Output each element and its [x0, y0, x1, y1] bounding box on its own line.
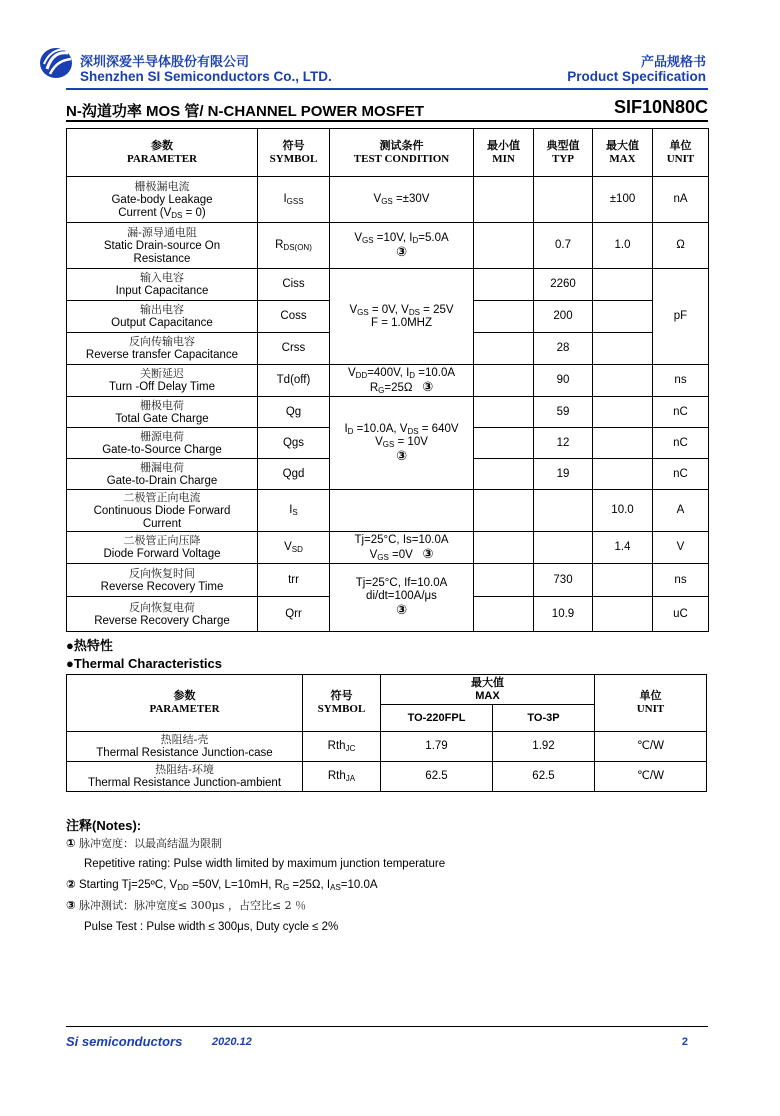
unit-cell: nC	[653, 428, 709, 459]
param-cell: 二极管正向压降 Diode Forward Voltage	[67, 532, 258, 564]
unit-cell: ℃/W	[595, 732, 707, 762]
typ-cell: 2260	[534, 269, 593, 301]
min-cell	[474, 177, 534, 223]
unit-cell: V	[653, 532, 709, 564]
typ-cell	[534, 177, 593, 223]
value-cell: 62.5	[381, 762, 493, 792]
condition-cell: $V_{GS} = 0V$, $V_{DS} = 25V$ F = 1.0MHZ	[330, 269, 474, 365]
max-cell	[593, 397, 653, 428]
notes-title: 注释(Notes):	[66, 818, 142, 833]
table-row	[67, 490, 709, 532]
spec-title-en: Product Specification	[567, 69, 706, 84]
note-1-en: Repetitive rating: Pulse width limited by maximum junction temperature	[84, 858, 446, 870]
note-3-mark: ③	[395, 243, 407, 259]
max-cell	[593, 597, 653, 632]
max-cell	[593, 428, 653, 459]
min-cell	[474, 269, 534, 301]
company-logo	[38, 44, 74, 80]
symbol-cell: Rth$_{JA}$	[303, 762, 381, 792]
table-row	[67, 177, 709, 223]
param-cell: 输入电容 Input Capacitance	[67, 269, 258, 301]
unit-cell: A	[653, 490, 709, 532]
header-parameter: 参数 PARAMETER	[67, 675, 303, 732]
footer-rule	[66, 1026, 708, 1027]
max-cell	[593, 333, 653, 365]
symbol-cell: $V_{SD}$	[258, 532, 330, 564]
table-row	[67, 223, 709, 269]
header-typ: 典型值 TYP	[534, 129, 593, 177]
header-test-condition: 测试条件 TEST CONDITION	[330, 129, 474, 177]
condition-cell: $V_{GS} =10V$, $I_D=5.0A$ ③	[330, 223, 474, 269]
footer-date: 2020.12	[212, 1036, 252, 1048]
max-cell: 1.4	[593, 532, 653, 564]
typ-cell: 59	[534, 397, 593, 428]
symbol-cell: Qrr	[258, 597, 330, 632]
symbol-cell: $I_S$	[258, 490, 330, 532]
header-parameter: 参数 PARAMETER	[67, 129, 258, 177]
typ-cell: 28	[534, 333, 593, 365]
condition-cell: $V_{DD}=400V$, $I_D =10.0A$ $R_G=25\Omega$ ③	[330, 365, 474, 397]
typ-cell: 19	[534, 459, 593, 490]
max-cell	[593, 459, 653, 490]
param-cell: 热阻结-壳 Thermal Resistance Junction-case	[67, 732, 303, 762]
condition-cell: Tj=25°C, Is=10.0A $V_{GS} =0V$ ③	[330, 532, 474, 564]
condition-cell: $V_{GS} =\pm 30V$	[330, 177, 474, 223]
min-cell	[474, 223, 534, 269]
typ-cell: 200	[534, 301, 593, 333]
part-number: SIF10N80C	[613, 97, 708, 117]
param-cell: 栅极电荷 Total Gate Charge	[67, 397, 258, 428]
typ-cell	[534, 490, 593, 532]
param-cell: 反向传输电容 Reverse transfer Capacitance	[67, 333, 258, 365]
unit-cell: uC	[653, 597, 709, 632]
min-cell	[474, 397, 534, 428]
thermal-table	[66, 674, 707, 792]
unit-cell: ns	[653, 365, 709, 397]
max-cell	[593, 564, 653, 597]
company-name-cn: 深圳深爱半导体股份有限公司	[80, 54, 250, 69]
param-cell: 栅极漏电流 Gate-body Leakage Current $(V_{DS} = 0)$	[67, 177, 258, 223]
param-cell: 漏-源导通电阻 Static Drain-source On Resistance	[67, 223, 258, 269]
param-cell: 热阻结-环境 Thermal Resistance Junction-ambient	[67, 762, 303, 792]
header-package-to3p: TO-3P	[493, 705, 595, 732]
table-row	[67, 762, 707, 792]
typ-cell: 730	[534, 564, 593, 597]
footer-company: Si semiconductors	[66, 1034, 183, 1049]
header-symbol: 符号 SYMBOL	[303, 675, 381, 732]
max-cell: ±100	[593, 177, 653, 223]
table-row	[67, 269, 709, 301]
param-cell: 栅漏电荷 Gate-to-Drain Charge	[67, 459, 258, 490]
note-3: ③ 脉冲测试：脉冲宽度≤ 300μs ，占空比≤ 2 ％	[66, 899, 307, 912]
note-3-mark: ③	[422, 545, 434, 561]
table-row	[67, 397, 709, 428]
symbol-cell: trr	[258, 564, 330, 597]
unit-cell: Ω	[653, 223, 709, 269]
company-name-en: Shenzhen SI Semiconductors Co., LTD.	[80, 69, 332, 84]
symbol-cell: Coss	[258, 301, 330, 333]
unit-cell: nC	[653, 397, 709, 428]
condition-cell	[330, 490, 474, 532]
note-3-en: Pulse Test : Pulse width ≤ 300μs, Duty cycle ≤ 2%	[84, 921, 339, 933]
header-package-to220fpl: TO-220FPL	[381, 705, 493, 732]
thermal-title-en: ●Thermal Characteristics	[66, 656, 222, 671]
unit-cell: ns	[653, 564, 709, 597]
value-cell: 1.92	[493, 732, 595, 762]
symbol-cell: Qg	[258, 397, 330, 428]
max-cell: 1.0	[593, 223, 653, 269]
header-symbol: 符号 SYMBOL	[258, 129, 330, 177]
min-cell	[474, 459, 534, 490]
symbol-cell: Rth$_{JC}$	[303, 732, 381, 762]
min-cell	[474, 490, 534, 532]
typ-cell: 0.7	[534, 223, 593, 269]
table-row	[67, 732, 707, 762]
min-cell	[474, 333, 534, 365]
typ-cell: 10.9	[534, 597, 593, 632]
min-cell	[474, 301, 534, 333]
symbol-cell: Qgd	[258, 459, 330, 490]
max-cell: 10.0	[593, 490, 653, 532]
symbol-cell: $R_{DS(ON)}$	[258, 223, 330, 269]
min-cell	[474, 365, 534, 397]
typ-cell: 90	[534, 365, 593, 397]
note-3-mark: ③	[422, 378, 434, 394]
note-1: ① 脉冲宽度：以最高结温为限制	[66, 837, 222, 850]
table-row	[67, 365, 709, 397]
min-cell	[474, 532, 534, 564]
thermal-title-cn: ●热特性	[66, 638, 113, 653]
table-row	[67, 564, 709, 597]
note-2: ② Starting Tj=25ºC, $V_{DD} =50V$, L=10mH, $R_G =25\Omega$, $I_{AS}=10.0A$	[66, 879, 378, 892]
header-max: 最大值 MAX	[593, 129, 653, 177]
unit-cell: ℃/W	[595, 762, 707, 792]
header-max: 最大值 MAX	[381, 675, 595, 705]
symbol-cell: Ciss	[258, 269, 330, 301]
condition-cell: $I_D =10.0A$, $V_{DS} = 640V$ $V_{GS} = 10V$ ③	[330, 397, 474, 490]
min-cell	[474, 564, 534, 597]
symbol-cell: Td(off)	[258, 365, 330, 397]
title-rule	[66, 120, 708, 122]
header-rule	[66, 88, 708, 90]
param-cell: 输出电容 Output Capacitance	[67, 301, 258, 333]
table-header-row	[67, 675, 707, 705]
note-3-mark: ③	[395, 447, 407, 463]
unit-cell: pF	[653, 269, 709, 365]
header-unit: 单位 UNIT	[595, 675, 707, 732]
spec-title-cn: 产品规格书	[640, 54, 706, 69]
electrical-characteristics-table	[66, 128, 709, 632]
typ-cell	[534, 532, 593, 564]
param-cell: 栅源电荷 Gate-to-Source Charge	[67, 428, 258, 459]
max-cell	[593, 269, 653, 301]
table-row	[67, 532, 709, 564]
min-cell	[474, 428, 534, 459]
document-title: N-沟道功率 MOS 管/ N-CHANNEL POWER MOSFET	[66, 103, 425, 120]
unit-cell: nC	[653, 459, 709, 490]
symbol-cell: Crss	[258, 333, 330, 365]
min-cell	[474, 597, 534, 632]
max-cell	[593, 365, 653, 397]
value-cell: 62.5	[493, 762, 595, 792]
param-cell: 二极管正向电流 Continuous Diode Forward Current	[67, 490, 258, 532]
typ-cell: 12	[534, 428, 593, 459]
page-number: 2	[681, 1036, 688, 1048]
table-header-row	[67, 129, 709, 177]
header-min: 最小值 MIN	[474, 129, 534, 177]
param-cell: 反向恢复时间 Reverse Recovery Time	[67, 564, 258, 597]
unit-cell: nA	[653, 177, 709, 223]
param-cell: 反向恢复电荷 Reverse Recovery Charge	[67, 597, 258, 632]
max-cell	[593, 301, 653, 333]
note-3-mark: ③	[395, 602, 407, 617]
param-cell: 关断延迟 Turn -Off Delay Time	[67, 365, 258, 397]
symbol-cell: $I_{GSS}$	[258, 177, 330, 223]
symbol-cell: Qgs	[258, 428, 330, 459]
value-cell: 1.79	[381, 732, 493, 762]
header-unit: 单位 UNIT	[653, 129, 709, 177]
condition-cell: Tj=25°C, If=10.0A di/dt=100A/μs ③	[330, 564, 474, 632]
